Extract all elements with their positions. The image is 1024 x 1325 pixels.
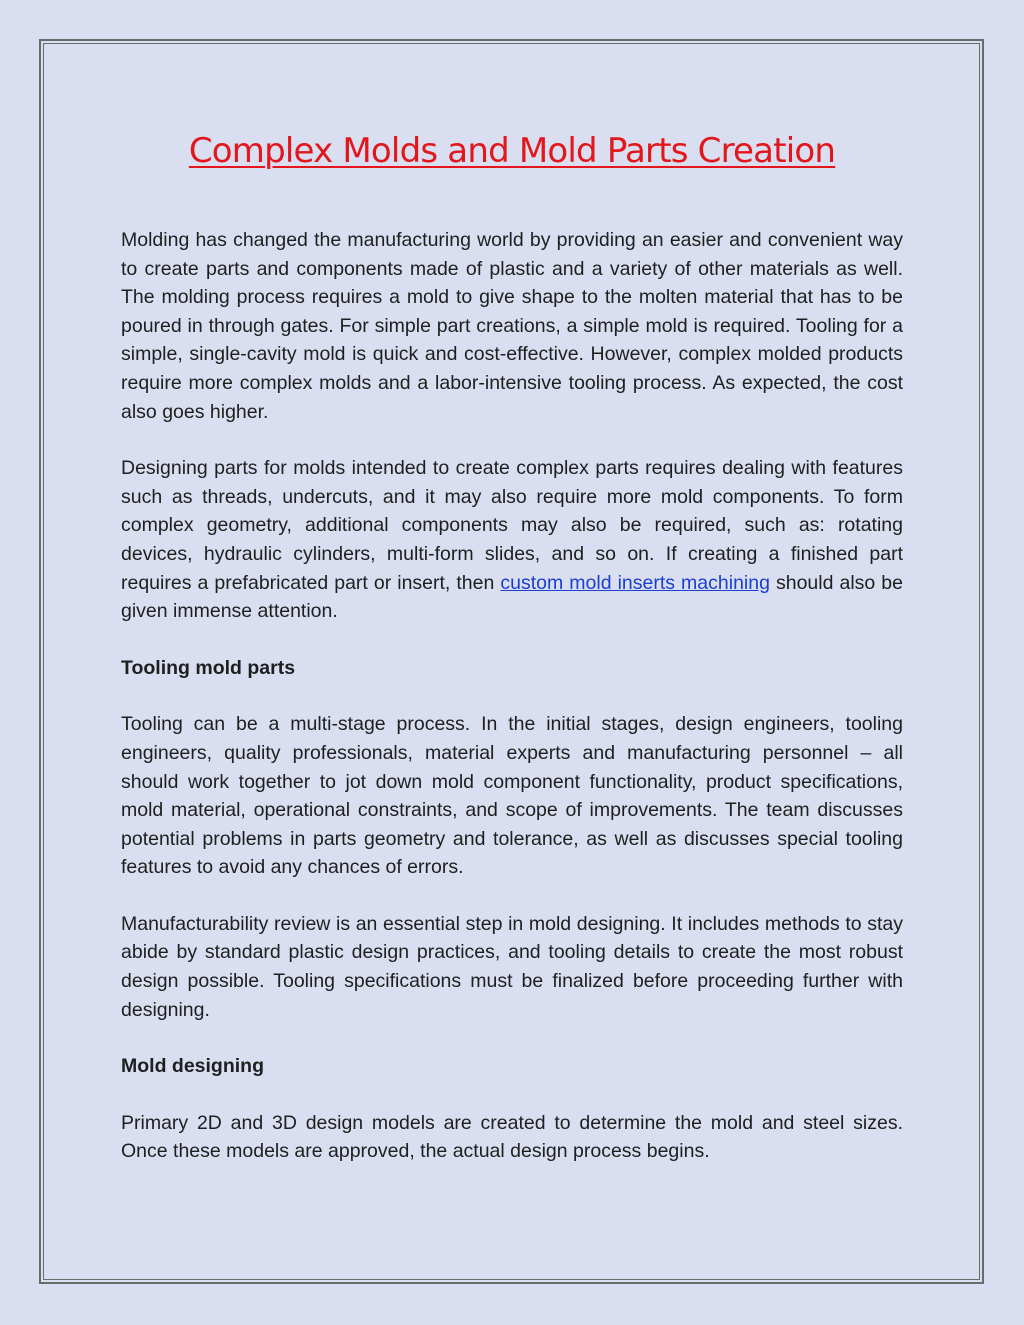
tooling-paragraph: Tooling can be a multi-stage process. In the initial stages, design engineers, tooling engineers, quality professionals, material experts and manufacturing personnel – all should work together to jot down mold component functionality, product specifications, mold material, operational constraints, and scope of improvements. The team discusses potential problems in parts geometry and tolerance, as well as discusses special tooling features to avoid any chances of errors.	[121, 713, 903, 879]
mold-designing-paragraph: Primary 2D and 3D design models are created to determine the mold and steel sizes. Once these models are approved, the actual design process begins.	[121, 1111, 903, 1163]
design-paragraph-text-end: should also be given immense attention.	[121, 571, 903, 623]
design-paragraph-text: Designing parts for molds intended to create complex parts requires dealing with features such as threads, undercuts, and it may also require more mold components. To form complex geometry, additional components may also be required, such as: rotating devices, hydraulic cylinders, multi-form slides, and so on. If creating a finished part requires a prefabricated part or insert, then	[121, 457, 903, 594]
document-content	[121, 120, 903, 1194]
section-heading-mold-designing: Mold designing	[121, 1055, 264, 1078]
custom-mold-inserts-link[interactable]: custom mold inserts machining	[500, 571, 770, 594]
intro-paragraph: Molding has changed the manufacturing world by providing an easier and convenient way to create parts and components made of plastic and a variety of other materials as well. The molding process requires a mold to give shape to the molten material that has to be poured in through gates. For simple part creations, a simple mold is required. Tooling for a simple, single-cavity mold is quick and cost-effective. However, complex molded products require more complex molds and a labor-intensive tooling process. As expected, the cost also goes higher.	[121, 229, 903, 423]
document-body	[121, 226, 903, 1166]
document-title: Complex Molds and Mold Parts Creation	[188, 131, 836, 171]
design-paragraph	[121, 454, 903, 626]
section-heading-tooling: Tooling mold parts	[121, 656, 296, 679]
manufacturability-paragraph: Manufacturability review is an essential step in mold designing. It includes methods to stay abide by standard plastic design practices, and tooling details to create the most robust design possible. Tooling specifications must be finalized before proceeding further with designing.	[121, 912, 903, 1021]
